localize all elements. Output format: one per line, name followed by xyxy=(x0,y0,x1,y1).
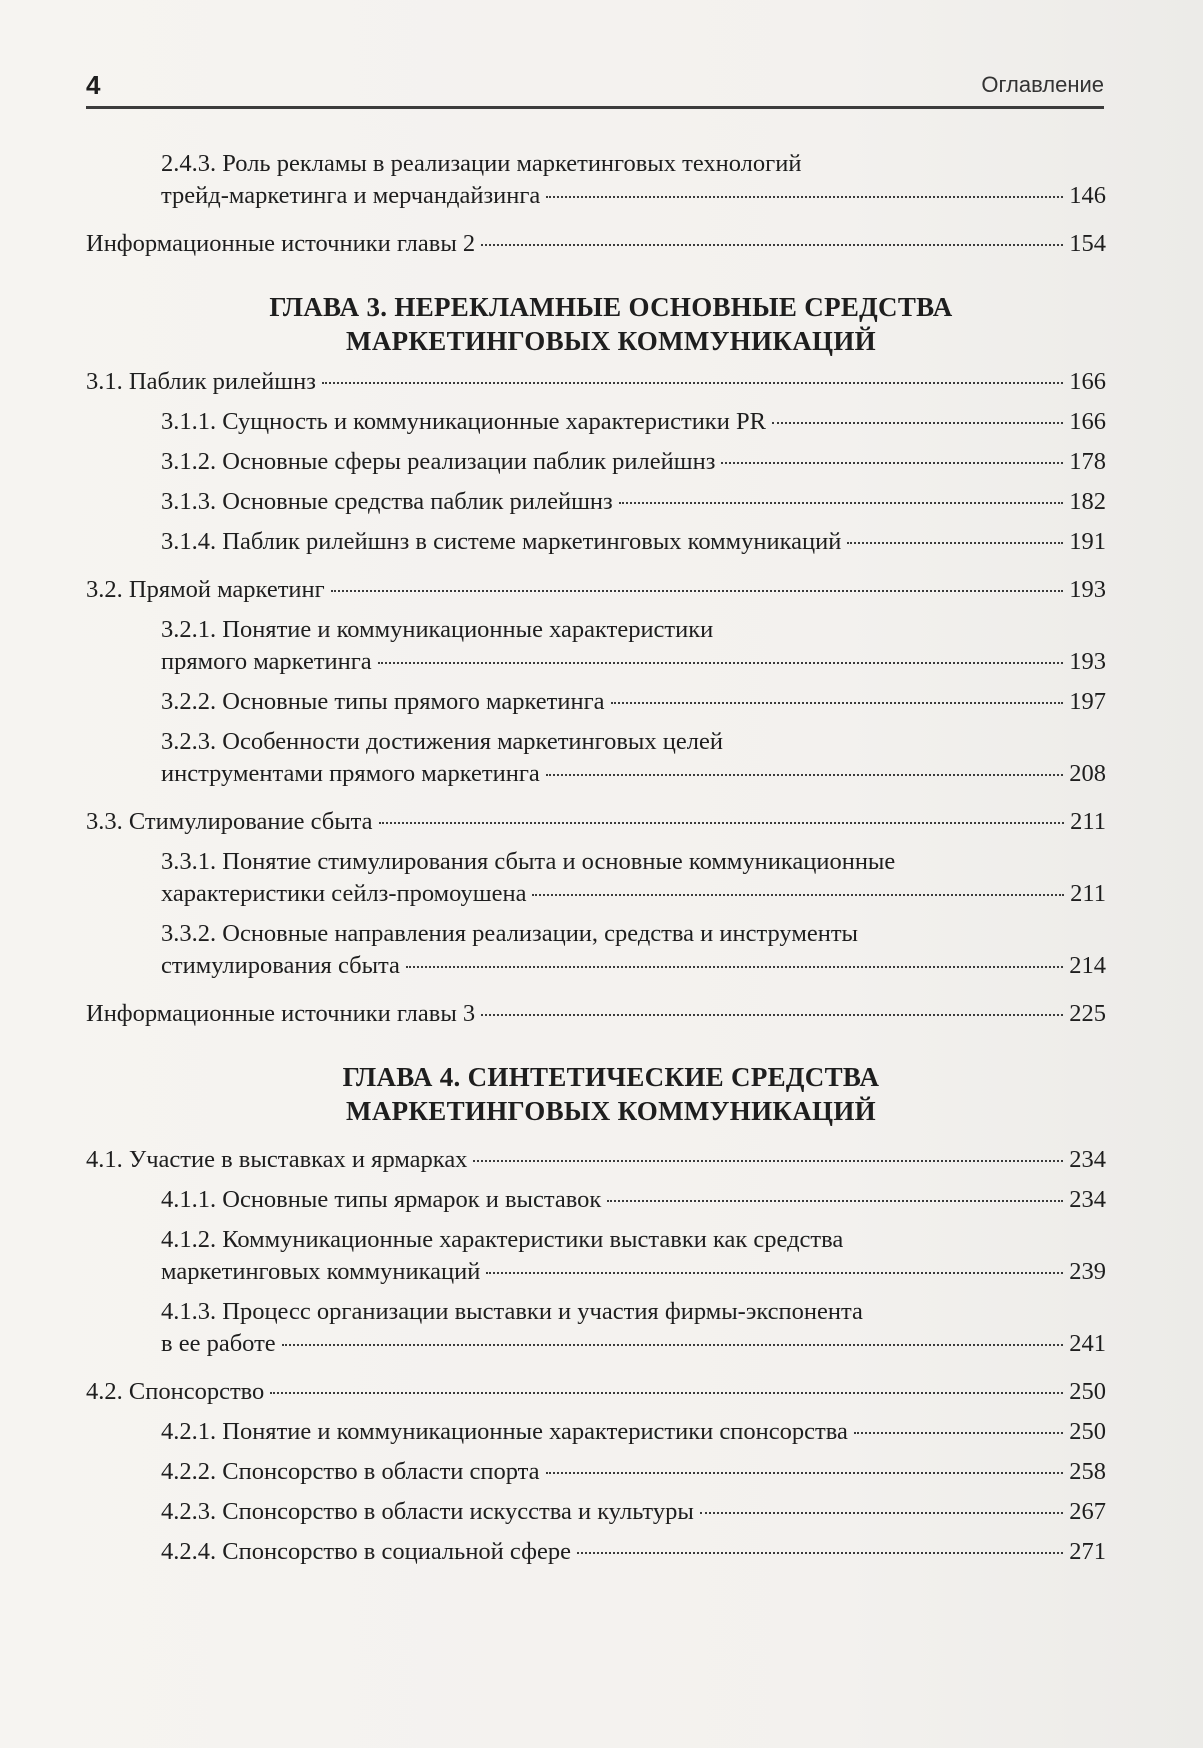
toc-entry-3-2 xyxy=(86,574,1106,606)
toc-entry-title-cont: инструментами прямого маркетинга xyxy=(161,760,540,787)
dot-leader xyxy=(406,965,1063,968)
toc-entry-3-2-1 xyxy=(86,614,1106,678)
toc-page-number: 211 xyxy=(1070,808,1106,835)
toc-entry-3-1-2 xyxy=(86,446,1106,478)
chapter-title-line: ГЛАВА 4. СИНТЕТИЧЕСКИЕ СРЕДСТВА xyxy=(342,1062,880,1092)
chapter-title-line: ГЛАВА 3. НЕРЕКЛАМНЫЕ ОСНОВНЫЕ СРЕДСТВА xyxy=(269,292,953,322)
toc-entry-4-1-3 xyxy=(86,1296,1106,1360)
page-header xyxy=(86,62,1104,109)
toc-page-number: 258 xyxy=(1069,1458,1106,1485)
toc-entry-title: 4.2.2. Спонсорство в области спорта xyxy=(161,1458,540,1485)
toc-entry-title: 4.2.1. Понятие и коммуникационные характеристики спонсорства xyxy=(161,1418,848,1445)
toc-entry-title: 3.2.3. Особенности достижения маркетинговых целей xyxy=(161,728,723,755)
toc-entry-4-1 xyxy=(86,1144,1106,1176)
toc-page-number: 271 xyxy=(1069,1538,1106,1565)
toc-entry-4-1-1 xyxy=(86,1184,1106,1216)
toc-entry-title: 3.1.2. Основные сферы реализации паблик рилейшнз xyxy=(161,448,716,475)
toc-entry-3-3 xyxy=(86,806,1106,838)
toc-entry-title: 4.1. Участие в выставках и ярмарках xyxy=(86,1146,468,1173)
toc-entry-title: 2.4.3. Роль рекламы в реализации маркетинговых технологий xyxy=(161,150,802,177)
toc-entry-title-cont: характеристики сейлз-промоушена xyxy=(161,880,527,907)
toc-page-number: 182 xyxy=(1069,488,1106,515)
toc-page-number: 239 xyxy=(1069,1258,1106,1285)
toc-page-number: 250 xyxy=(1069,1418,1106,1445)
dot-leader xyxy=(546,195,1063,198)
toc-page-number: 178 xyxy=(1069,448,1106,475)
dot-leader xyxy=(270,1391,1063,1394)
toc-entry-title: 4.2.4. Спонсорство в социальной сфере xyxy=(161,1538,571,1565)
dot-leader xyxy=(847,541,1063,544)
chapter-title-line: МАРКЕТИНГОВЫХ КОММУНИКАЦИЙ xyxy=(346,1096,876,1126)
toc-entry-4-2-2 xyxy=(86,1456,1106,1488)
toc-entry-3-1 xyxy=(86,366,1106,398)
toc-entry-3-2-3 xyxy=(86,726,1106,790)
dot-leader xyxy=(700,1511,1063,1514)
toc-entry-3-2-2 xyxy=(86,686,1106,718)
toc-page-number: 208 xyxy=(1069,760,1106,787)
toc-entry-title: 3.2. Прямой маркетинг xyxy=(86,576,325,603)
toc-entry-4-2-4 xyxy=(86,1536,1106,1568)
toc-entry-title-cont: маркетинговых коммуникаций xyxy=(161,1258,481,1285)
toc-entry-title: 4.1.1. Основные типы ярмарок и выставок xyxy=(161,1186,602,1213)
toc-entry-3-1-3 xyxy=(86,486,1106,518)
dot-leader xyxy=(546,773,1064,776)
dot-leader xyxy=(322,381,1063,384)
toc-page-number: 166 xyxy=(1069,408,1106,435)
toc-page-number: 211 xyxy=(1070,880,1106,907)
dot-leader xyxy=(611,701,1064,704)
toc-page-number: 234 xyxy=(1069,1146,1106,1173)
toc-entry-3-1-4 xyxy=(86,526,1106,558)
dot-leader xyxy=(721,461,1063,464)
toc-entry-4-1-2 xyxy=(86,1224,1106,1288)
dot-leader xyxy=(282,1343,1064,1346)
toc-entry-title: 3.3.1. Понятие стимулирования сбыта и основные коммуникационные xyxy=(161,848,896,875)
dot-leader xyxy=(772,421,1063,424)
dot-leader xyxy=(331,589,1064,592)
dot-leader xyxy=(486,1271,1063,1274)
toc-entry-title: 3.1.3. Основные средства паблик рилейшнз xyxy=(161,488,613,515)
toc-entry-title-cont: прямого маркетинга xyxy=(161,648,372,675)
toc-entry-2-4-3 xyxy=(86,148,1106,212)
toc-page-number: 154 xyxy=(1069,230,1106,257)
toc-page-number: 191 xyxy=(1069,528,1106,555)
toc-entry-title: 4.2. Спонсорство xyxy=(86,1378,265,1405)
toc-entry-sources-ch2 xyxy=(86,228,1106,260)
toc-page-number: 250 xyxy=(1069,1378,1106,1405)
toc-page-number: 234 xyxy=(1069,1186,1106,1213)
toc-entry-title: 4.2.3. Спонсорство в области искусства и культуры xyxy=(161,1498,694,1525)
table-of-contents xyxy=(86,148,1106,1568)
toc-entry-title: 3.3. Стимулирование сбыта xyxy=(86,808,373,835)
toc-page-number: 214 xyxy=(1069,952,1106,979)
toc-entry-3-3-2 xyxy=(86,918,1106,982)
dot-leader xyxy=(481,1013,1063,1016)
toc-entry-title-cont: трейд-маркетинга и мерчандайзинга xyxy=(161,182,541,209)
toc-entry-title: 3.2.1. Понятие и коммуникационные характеристики xyxy=(161,616,714,643)
toc-entry-title: 3.1.4. Паблик рилейшнз в системе маркетинговых коммуникаций xyxy=(161,528,842,555)
chapter-4-heading xyxy=(86,1060,1106,1128)
toc-page-number: 146 xyxy=(1069,182,1106,209)
chapter-3-heading xyxy=(86,290,1106,358)
dot-leader xyxy=(607,1199,1063,1202)
toc-entry-3-3-1 xyxy=(86,846,1106,910)
toc-entry-title-cont: стимулирования сбыта xyxy=(161,952,400,979)
toc-page-number: 225 xyxy=(1069,1000,1106,1027)
toc-entry-4-2-3 xyxy=(86,1496,1106,1528)
toc-entry-title: 4.1.2. Коммуникационные характеристики выставки как средства xyxy=(161,1226,844,1253)
toc-entry-title-cont: в ее работе xyxy=(161,1330,276,1357)
toc-page-number: 267 xyxy=(1069,1498,1106,1525)
toc-entry-title: 4.1.3. Процесс организации выставки и участия фирмы-экспонента xyxy=(161,1298,863,1325)
toc-entry-3-1-1 xyxy=(86,406,1106,438)
toc-entry-4-2 xyxy=(86,1376,1106,1408)
toc-page-number: 193 xyxy=(1069,648,1106,675)
dot-leader xyxy=(577,1551,1063,1554)
dot-leader xyxy=(379,821,1065,824)
dot-leader xyxy=(532,893,1064,896)
page-number: 4 xyxy=(86,70,101,100)
toc-page-number: 193 xyxy=(1069,576,1106,603)
toc-entry-title: 3.1. Паблик рилейшнз xyxy=(86,368,316,395)
chapter-title-line: МАРКЕТИНГОВЫХ КОММУНИКАЦИЙ xyxy=(346,326,876,356)
dot-leader xyxy=(378,661,1064,664)
toc-entry-title: Информационные источники главы 2 xyxy=(86,230,476,257)
dot-leader xyxy=(473,1159,1063,1162)
toc-entry-sources-ch3 xyxy=(86,998,1106,1030)
dot-leader xyxy=(854,1431,1063,1434)
dot-leader xyxy=(546,1471,1064,1474)
toc-page-number: 197 xyxy=(1069,688,1106,715)
toc-page-number: 241 xyxy=(1069,1330,1106,1357)
toc-entry-title: 3.1.1. Сущность и коммуникационные характеристики PR xyxy=(161,408,766,435)
dot-leader xyxy=(481,243,1063,246)
toc-page-number: 166 xyxy=(1069,368,1106,395)
running-head: Оглавление xyxy=(981,72,1104,97)
toc-entry-4-2-1 xyxy=(86,1416,1106,1448)
toc-entry-title: 3.2.2. Основные типы прямого маркетинга xyxy=(161,688,605,715)
toc-entry-title: 3.3.2. Основные направления реализации, средства и инструменты xyxy=(161,920,858,947)
dot-leader xyxy=(619,501,1064,504)
toc-entry-title: Информационные источники главы 3 xyxy=(86,1000,476,1027)
